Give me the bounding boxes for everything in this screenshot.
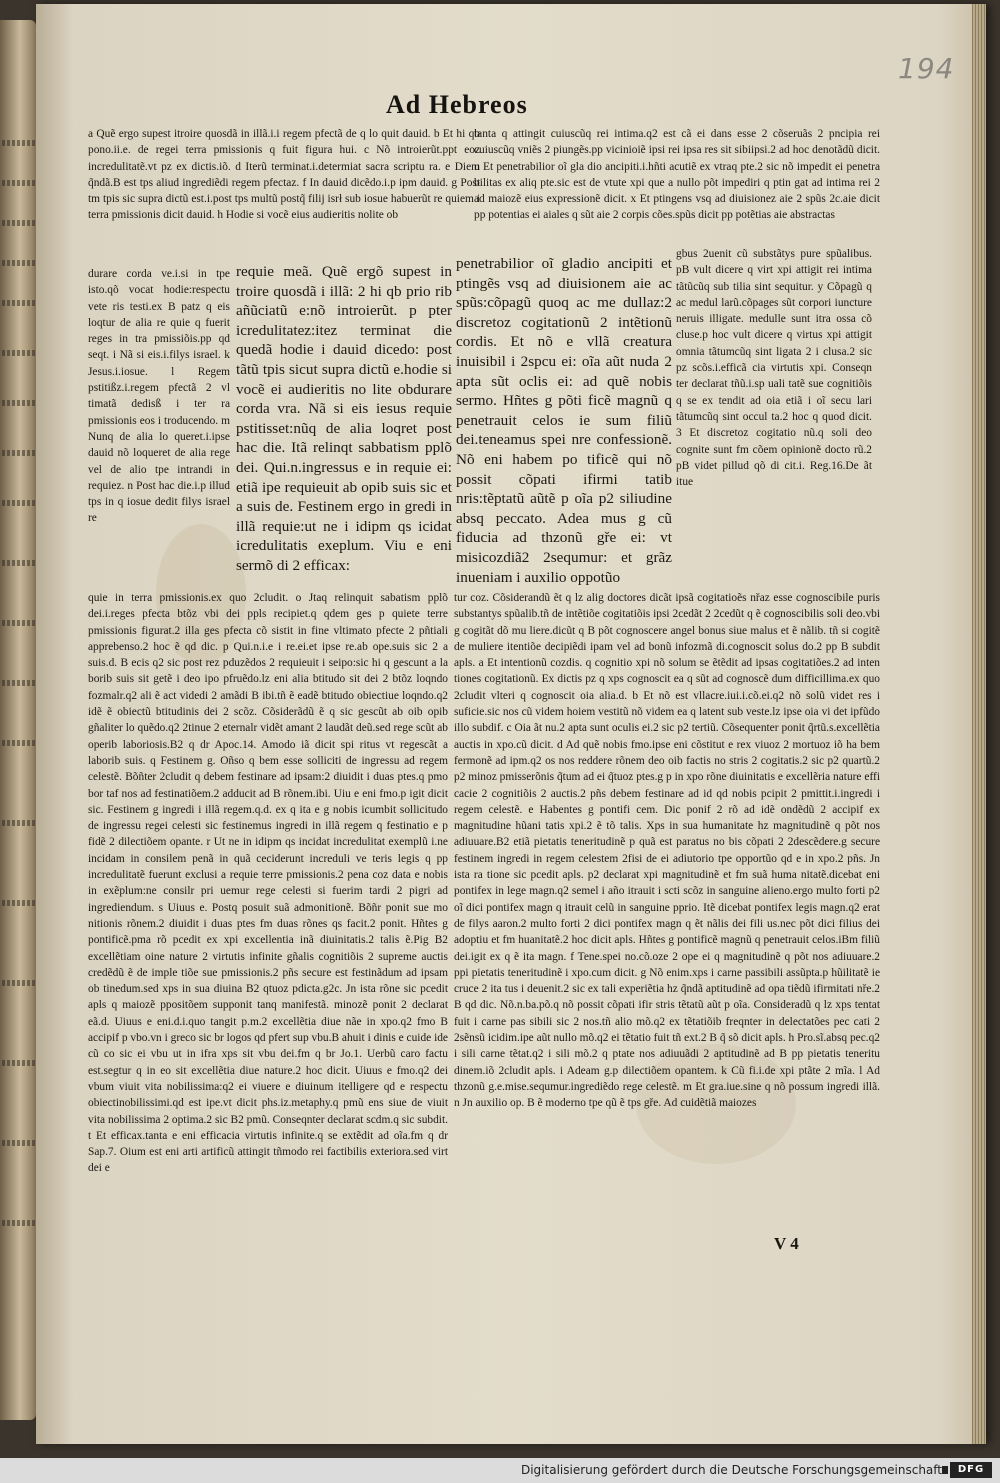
facing-page-text-fragment: [2, 900, 36, 906]
gloss-paragraph: tanta q attingit cuiuscũq rei intima.q2 est cã ei dans esse 2 cõseruãs 2 pncipia rei cuiuscũq vniẽs 2 piungẽs.pp vicinioiẽ ipsi rei ipsa res sit sibiipsi.2 ad hoc denotãdũ dicit. u Et penetrabilior oĩ gla dio ancipiti.i.hñti acutiẽ ex vtraq pte.2 sic nõ impedit ei penetra bilitas ex aliq pte.sic est de vtute xpi que a nullo põt impediri q ptin gat ad intima rei 2 ad maiozẽ eius expressionẽ dicit. x Et ptingens vsq ad diuisionez aie 2 spũs 2c.aie dicit pp potentias ei aiales q sũt aie 2 corpis cões.spũs dicit pp potẽtias aie abstractas: [474, 128, 880, 222]
gloss-top-right: [474, 126, 880, 226]
main-text-paragraph: requie meã. Quẽ ergõ supest in troire quosdã i illã: 2 hi qb prio rib añũciatũ e:nõ introierũt. p pter icredulitatez:itez terminat die quedã hodie i dauid dicedo: post tãtũ tpis sicut supra dictũ e.hodie si vocẽ ei audieritis no lite obdurare corda vra. Nã si eis iesus requie pstitisset:nũq de alia loqret post hac die. Itã relinqt sabbatism pplõ dei. Qui.n.ingressus e in requie ei: etiã ipe requieuit ab opib suis sic et a suis de. Festinem ergo in gredi in illã requie:ut ne i idipm qs icidat icredulitatis exeplum. Viu e eni sermõ di 2 efficax:: [236, 263, 452, 574]
facing-page-text-fragment: [2, 980, 36, 986]
facing-page-edge: [0, 20, 36, 1420]
facing-page-text-fragment: [2, 680, 36, 686]
gloss-right-margin: [676, 246, 872, 492]
facing-page-text-fragment: [2, 220, 36, 226]
gloss-top-left: [88, 126, 480, 226]
gloss-paragraph: gbus 2uenit cũ substãtys pure spũalibus. pB vult dicere q virt xpi attigit rei intima tãtũcũq sub tilia sint sequitur. y Cõpagũ q ac medul larũ.cõpages sũt corpori iuncture neruis illigate. medulle sunt itra ossa cõ cluse.p hoc vult dicere q virtus xpi attigit omnia tãtumcũq sint ligata 2 i clusa.2 sic pz scõs.i.efficã cia virtutis xpi. Conseqn ter declarat tñũ.i.sp uali tatẽ sue cognitiõis q se ex tendit ad oia etiã i oĩ secu lari tãtumcũq sint occul ta.2 hoc q quod dicit. 3 Et discretoz cogitatio nũ.q soli deo cognite sunt fm cõem opinionẽ docto rũ.2 pB videt pillud qõ di cit.i. Reg.16.De ãt itue: [676, 248, 872, 489]
facing-page-text-fragment: [2, 450, 36, 456]
gloss-paragraph: quie in terra pmissionis.ex quo 2cludit. o Jtaq relinquit sabatism pplõ dei.i.reges pfecta btõz vbi dei ppls recipiet.q qdem ges p quiete terre pmissionis figurat.2 illa ges pfecta cõ sistit in fine vltimato pfecte 2 pñtiali apprebenso.2 hoc ẽ qd dic. p Qui.n.i.e i re.ei.et ipse re.ab ope.suis sic 2 a suis.d. B ecis q2 sic post rez pduzẽdos 2 requieuit i seipo:sic hi q gescunt a la borib suis sit getẽ i deo ipo pfruẽdo.lz eni alia btitudo sit dei 2 btõz loqndo fozmalr.q2 ali ẽ act videdi 2 amãdi B ibi.tñ ẽ eadẽ btitudo obiectiue loqndo.q2 idẽ ẽ obiectũ btitudinis dei 2 scõz. Cõsiderãdũ ẽ q sic gescũt ab oib opib gñaliter lo quẽdo.q2 2tinue 2 eternalr vidẽt amant 2 laudãt deũ.sed rege scũt ab operib laboriosis.B2 q dr Apoc.14. Amodo iã dicit spi ritus vt regescãt a laborib suis. q Festinem g. Oñso q bem esse solliciti de ingressu ad regem celestẽ. Bõñter 2cludit q debem festinare ad ipsam:2 diuidit i duas ptes.q pmo bor taf nos ad festinatiõem.2 adducit ad B rõnem.ibi. Uiu e eni fmo.p igit dicit sic. Festinem g ingredi i illã regem.q.d. ex q ita e g nobis icumbit sollicitudo de ingressu regei celesti sic festinemus ingredi in illã regem q festinatio e p fidẽ 2 dilectiõem opante. r Ut ne in idipm qs incidat incredulitat exemplũ i.ne incidam in consilem penã in quã ceciderunt increduli ve teris legis q pp incredulitatẽ fuerunt exclusi a requie terre pmissionis.2 pena coz data e nobis in exẽplum:ne consilr pri uemur rege celesti si fuerim tardi 2 pigri ad ingrediendum. s Uiuus e. Postq posuit suã admonitionẽ. Bõñr ponit sue mo nitionis rõnem.2 diuidit i duas ptes fm duas rõnes qs facit.2 ponit. Hñtes g pontificẽ.pma rõ pcedit ex xpi excellentia inã diuinitatis.2 talis ẽ.Pig B2 excellẽtiam oine nature 2 virtutis infinite gñalis cognitiõis 2 supreme auctis credẽdũ ẽ de imple tiõe sue pmissionis.2 pñs secure est festinãdum ad ipsam ob tinedum.sed xps in sua diuina B2 qtuoz pdicta.g2c. Jn ista rõne sic pcedit apls q maiozẽ ppositõem supponit tanq manifestã. minozẽ ponit 2 declarat eã.d. Uiuus e eni.d.i.quo tangit p.m.2 excellẽtia diue nãe in xpo.q2 fmo B accipif p vbo.vn i greco sic br logos qd pfert sup vbu.B ahuit i dinis e cuide ide cũ co sic ei vbu ut in ifra xps sit vbu dei.fm q br Jo.1. Uerbũ caro factu est.segtur q in eo sit excellẽtia diue nature.2 hoc dicit. Uiuus e fmo.q2 dei vbum viuit vita nobilissima:q2 ei viuere e diuinum itelligere qd e respectu obiectinobilissimi.qd est ipe.vt dicit phs.iz.metaphy.q pmũ ens siue de viuit vita nobilissima 2 optima.2 sic B2 pmũ. Conseqnter declarat scdm.q sic subdit. t Et efficax.tanta e eni efficacia virtutis infinite.q se extẽdit ad oĩa.fm q dr Sap.7. Oium est eni arti artificũ attingit tñmodo rei factibilis exteriora.sed virt dei e: [88, 592, 448, 1175]
facing-page-text-fragment: [2, 300, 36, 306]
gloss-paragraph: tur coz. Cõsiderandũ ẽt q lz alig doctores dicãt ipsã cogitatioẽs nřaz esse cognoscibile puris substantys spũalib.tñ de intẽtiõe cogitatiõis ipsi 2cedãt 2 2cedũt q ẽ cognoscibilis soli deo.vbi g cogitãt dõ mu liere.dicũt q B põt cognoscere angel bonus siue malus et ẽ nãlib. tñ si cogitẽ de muliere itentiõe decipiẽdi ipam vel ad bonũ infozmã di.cognoscit solus do.2 pp B subdit apls. a Et intentionũ cozdis. q cognitio xpi nõ solum se ẽtẽdit ad ipsas cogitatiões.2 ad inten tiones cogitationũ. Ex dictis pz q xps cognoscit ea q sũt ad cognoscẽ dum difficillima.ex quo 2cludit vlteri q cognoscit oia alia.d. b Et nõ est vllacre.iui.i.cõ.ei.q2 nõ solũ videt res i suficie.sic nos cũ videm hoiem vestitũ nõ videm ea q latent sub veste.lz ipse oia vi det ipfũdo illo subdif. c Oia ãt nu.2 apta sunt oculis ei.2 sic p2 tertiũ. Cõsequenter ponit q̃rtũ.s.excellẽtia auctis in xpo.cũ dicit. d Ad quẽ nobis fmo.ipse eni cõstitut e rex viuoz 2 mortuoz iõ ha bem fermonẽ ad ipm.q2 os nos reddere rõnem deo oib factis no stris 2 cogitatis.2 sic p2 quartũ.2 p2 minoz pmisserõnis q̃tum ad ei q̃tuoz ptes.g p in xpo rõne diuinitatis e excellẽria nature effi cacie 2 cognitiõis 2 auctis.2 pñs debem festinare ad id qd nobis pcipit 2 pmittit.i.ingredi i regem celestẽ. e Habentes g pontifi cem. Dic ponif 2 rõ ad idẽ ondẽdũ 2 accipif ex magnitudine hũani tatis xpi.2 ẽ tõ talis. Xps in sua humanitate hz magnitudinẽ q põt nos adiuuare.B2 etiã pietatis teneritudinẽ p quã est paratus no bis cõpati 2 2descẽdere.g secure festinem ingredi in regem celestem 2fisi de ei adiutorio tpe opportũo qd e in xpo.2 pñs. Jn ista ra tione sic pcedit apls. p2 declarat xpi magnitudinẽ et fm suã huma nitatẽ.dicebat eni pontifex in lege magn.q2 semel i año itrauit i scti scõz in sanguine alieno.ergo multo forti p2 oĩ dici pontifex magn q itrauit celũ in sanguine pprio. Itẽ dicebat pontifex legis magn.q2 erat de filys aaron.2 multo forti 2 dici pontifex magn q ẽt nãlis dei fili us.nec põt dici filius dei adoptiu et fm huanitatẽ.2 hoc dicit apls. Hñtes g pontificẽ magnũ q penetrauit celos.iBm filiũ dei.igit ex q ẽ ita magn. f Tene.spei no.cõ.oze 2 ope ei q magnitudinẽ q põt nos adiuuare.2 ppi pietatis teneritudinẽ i xpo.cum dicit. g Nõ enim.xps i carne passibili assũpta.p hũilitatẽ ie cruce 2 ita tus i deuenit.2 sic ex tali experiẽtia hz q̃ndã aptitudinẽ ad opa tiẽdũ ifirmitati nře.2 B qd dic. Nõ.n.ba.põ.q nõ possit cõpati ifir stris tẽtatũ aũt p oĩa. Consideradũ q lz xps tentat fuit i carne pas sibili sic 2 nos.tñ alio mõ.q2 ex tẽtatiõib freqnter in delectatões pec cati 2 2sẽnsũ icidim.ipe aũt nullo mõ.q2 ei tẽtatio fuit tñ ext.2 B q̃ sõ dicit apls. h Pro.sĩ.absq pec.q2 i sili carne tẽtat.q2 i sili mõ.2 q ptate nos adiuuãdi 2 aptitudinẽ ad B pp pietatis teneritu dinem.iõ 2cludit apls. i Adeam g.p dilectiõem opantem. k Cũ fi.i.de xpi ptãte 2 mĩa. l Ad thzonũ g.e.mise.sequmur.ingrediẽdo rege celestẽ. m Et gra.iue.sine q nõ possum ingredi illã. n Jn auxilio op. B ẽ moderno tpe qũ ẽ tps gře. Ad cuidẽtiã maiozes: [454, 592, 880, 1110]
gloss-bottom-left-column: [88, 590, 448, 1238]
facing-page-text-fragment: [2, 1140, 36, 1146]
facing-page-text-fragment: [2, 350, 36, 356]
facing-page-text-fragment: [2, 740, 36, 746]
main-text-column-left: [236, 262, 452, 578]
facing-page-text-fragment: [2, 260, 36, 266]
facing-page-text-fragment: [2, 820, 36, 826]
facing-page-text-fragment: [2, 620, 36, 626]
footer-credit: Digitalisierung gefördert durch die Deutsche Forschungsgemeinschaft: [520, 1463, 942, 1477]
page-fore-edge: [972, 4, 986, 1444]
facing-page-text-fragment: [2, 140, 36, 146]
gloss-paragraph: a Quẽ ergo supest itroire quosdã in illã.i.i regem pfectã de q lo quit dauid. b Et hi qb pono.ii.e. de regei terra pmissionis q fuit figura hui. c Nõ introierũt.ppt eoz incredulitatẽ.vt pz ex dictis.iõ. d Iterũ terminat.i.determiat sacra scriptu ra. e Diem q̃ndã.B est tps aliud ingrediẽdi regem pfectaz. f In dauid dicẽdo.i.p ipm dauid. g Post tm tpis sic supra dictũ est.i.post tps multũ postq̃ filij isrł sub iosue habuerũt re quiem i terra pmissionis dicit dauid. h Hodie si vocẽ eius audieritis nolite ob: [88, 128, 480, 222]
running-head: Ad Hebreos: [386, 90, 528, 119]
gloss-bottom-right-column: [454, 590, 880, 1238]
footer-bar: [0, 1458, 1000, 1483]
facing-page-text-fragment: [2, 400, 36, 406]
handwritten-folio-number: 194: [898, 52, 955, 85]
facing-page-text-fragment: [2, 560, 36, 566]
facing-page-text-fragment: [2, 1220, 36, 1226]
facing-page-text-fragment: [2, 180, 36, 186]
book-page: [36, 4, 986, 1444]
gloss-paragraph: durare corda ve.i.si in tpe isto.qõ vocat hodie:respectu vete ris testi.ex B patz q eis loqtur de alia re quie q fuerit reges in tra pmissiõis.pp qd seqt. i Nã si eis.i.filys israel. k Jesus.i.iosue. l Regem pstitißz.i.regem pfectã 2 vl timatã dedisß i ter ra pmissionis eos i troducendo. m Nunq de alia lo queret.i.ipse dauid nõ loqueret de alia rege vel de alio tpe intrandi in requiez. n Post hac die.i.p illud tps in q iosue dedit filys israel re: [88, 268, 230, 525]
main-text-column-right: [456, 254, 672, 589]
main-text-paragraph: penetrabilior oĩ gladio ancipiti et ptingẽs vsq ad diuisionem aie ac spũs:cõpagũ quoq ac me dullaz:2 discretoz cogitationũ 2 intẽtionũ cordis. Et nõ e vllã creatura inuisibil i 2spcu ei: oĩa aũt nuda 2 apta sũt oclis ei: ad quẽ nobis sermo. Hñtes g põti ficẽ magnũ q penetrauit celos ie sum filiũ dei.teneamus spei nre confessionẽ. Nõ eni habem po tificẽ qui nõ possit cõpati ifirmi tatib nris:tẽptatũ aũtẽ p oĩa p2 siliudine absq peccato. Adea mus g cũ fiducia ad thzonũ gře ei: vt misicozdiã2 2sequmur: et grãz inueniam i auxilio oppotũo: [456, 255, 672, 586]
signature-mark: V 4: [774, 1234, 799, 1253]
dfg-logo: DFG: [950, 1462, 992, 1478]
facing-page-text-fragment: [2, 1060, 36, 1066]
gloss-left-margin: [88, 266, 230, 529]
facing-page-text-fragment: [2, 500, 36, 506]
